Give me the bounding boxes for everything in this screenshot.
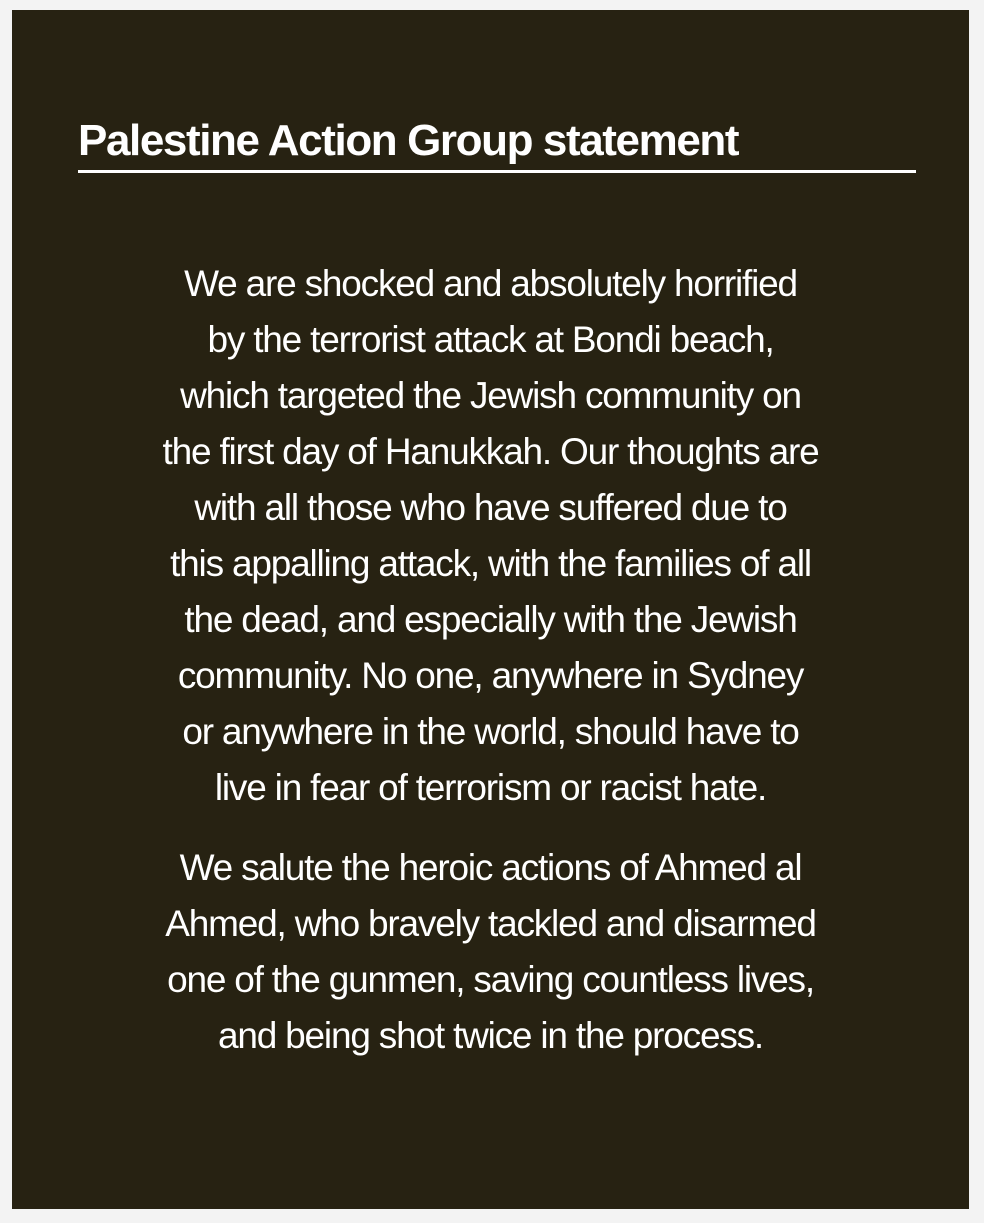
paragraph-line: We salute the heroic actions of Ahmed al [179,847,802,888]
paragraph-line: community. No one, anywhere in Sydney [177,655,804,696]
paragraph-line: We are shocked and absolutely horrified [184,263,797,304]
paragraph-line: the dead, and especially with the Jewish [184,599,797,640]
paragraph-line: the first day of Hanukkah. Our thoughts are [162,431,819,472]
paragraph-line: Ahmed, who bravely tackled and disarmed [165,903,816,944]
statement-paragraph-2 [68,840,913,1064]
title-underline [78,170,916,173]
statement-card [12,10,969,1209]
paragraph-line: live in fear of terrorism or racist hate. [214,767,767,808]
paragraph-line: this appalling attack, with the families of all [170,543,811,584]
paragraph-line: one of the gunmen, saving countless lives, [167,959,814,1000]
paragraph-line: and being shot twice in the process. [217,1015,764,1056]
paragraph-line: or anywhere in the world, should have to [182,711,799,752]
paragraph-line: with all those who have suffered due to [194,487,787,528]
statement-title: Palestine Action Group statement [78,116,739,165]
paragraph-line: by the terrorist attack at Bondi beach, [207,319,774,360]
paragraph-line: which targeted the Jewish community on [180,375,801,416]
statement-paragraph-1 [68,256,913,816]
